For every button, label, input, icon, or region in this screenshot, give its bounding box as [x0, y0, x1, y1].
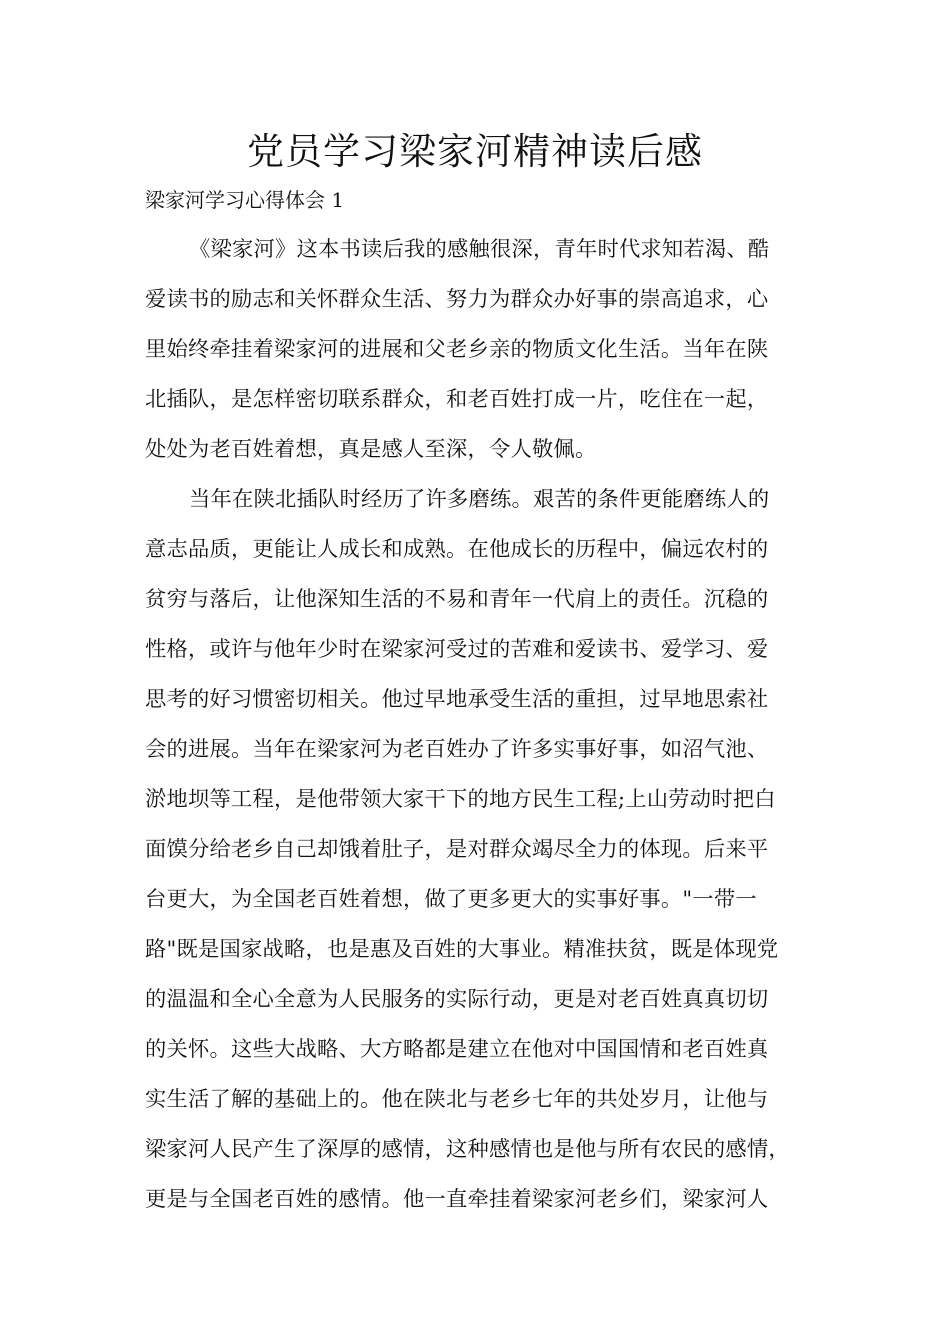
paragraph-line: 当年在陕北插队时经历了许多磨练。艰苦的条件更能磨练人的 — [189, 487, 770, 512]
paragraph-line: 实生活了解的基础上的。他在陕北与老乡七年的共处岁月，让他与 — [145, 1087, 769, 1112]
paragraph-line: 会的进展。当年在梁家河为老百姓办了许多实事好事，如沼气池、 — [145, 737, 769, 762]
paragraph-line: 淤地坝等工程，是他带领大家干下的地方民生工程;上山劳动时把白 — [145, 787, 776, 812]
paragraph-line: 《梁家河》这本书读后我的感触很深，青年时代求知若渴、酷 — [189, 237, 770, 262]
paragraph-line: 的关怀。这些大战略、大方略都是建立在他对中国国情和老百姓真 — [145, 1037, 769, 1062]
paragraph-line: 处处为老百姓着想，真是感人至深，令人敬佩。 — [145, 437, 597, 462]
paragraph-line: 贫穷与落后，让他深知生活的不易和青年一代肩上的责任。沉稳的 — [145, 587, 769, 612]
paragraph-line: 更是与全国老百姓的感情。他一直牵挂着梁家河老乡们，梁家河人 — [145, 1187, 769, 1212]
paragraph-line: 的温温和全心全意为人民服务的实际行动，更是对老百姓真真切切 — [145, 987, 769, 1012]
paragraph-line: 里始终牵挂着梁家河的进展和父老乡亲的物质文化生活。当年在陕 — [145, 337, 769, 362]
paragraph-line: 性格，或许与他年少时在梁家河受过的苦难和爱读书、爱学习、爱 — [145, 637, 769, 662]
paragraph-line: 思考的好习惯密切相关。他过早地承受生活的重担，过早地思索社 — [145, 687, 769, 712]
paragraph-line: 梁家河人民产生了深厚的感情，这种感情也是他与所有农民的感情， — [145, 1137, 790, 1162]
document-title: 党员学习梁家河精神读后感 — [247, 130, 703, 173]
paragraph-line: 意志品质，更能让人成长和成熟。在他成长的历程中，偏远农村的 — [145, 537, 769, 562]
paragraph-line: 爱读书的励志和关怀群众生活、努力为群众办好事的崇高追求，心 — [145, 287, 769, 312]
paragraph-line: 面馍分给老乡自己却饿着肚子，是对群众竭尽全力的体现。后来平 — [145, 837, 769, 862]
paragraph-line: 台更大，为全国老百姓着想，做了更多更大的实事好事。"一带一 — [145, 887, 757, 912]
document-subtitle: 梁家河学习心得体会 1 — [145, 188, 345, 212]
paragraph-line: 北插队，是怎样密切联系群众，和老百姓打成一片，吃住在一起， — [145, 387, 769, 412]
paragraph-line: 路"既是国家战略，也是惠及百姓的大事业。精准扶贫，既是体现党 — [145, 937, 779, 962]
